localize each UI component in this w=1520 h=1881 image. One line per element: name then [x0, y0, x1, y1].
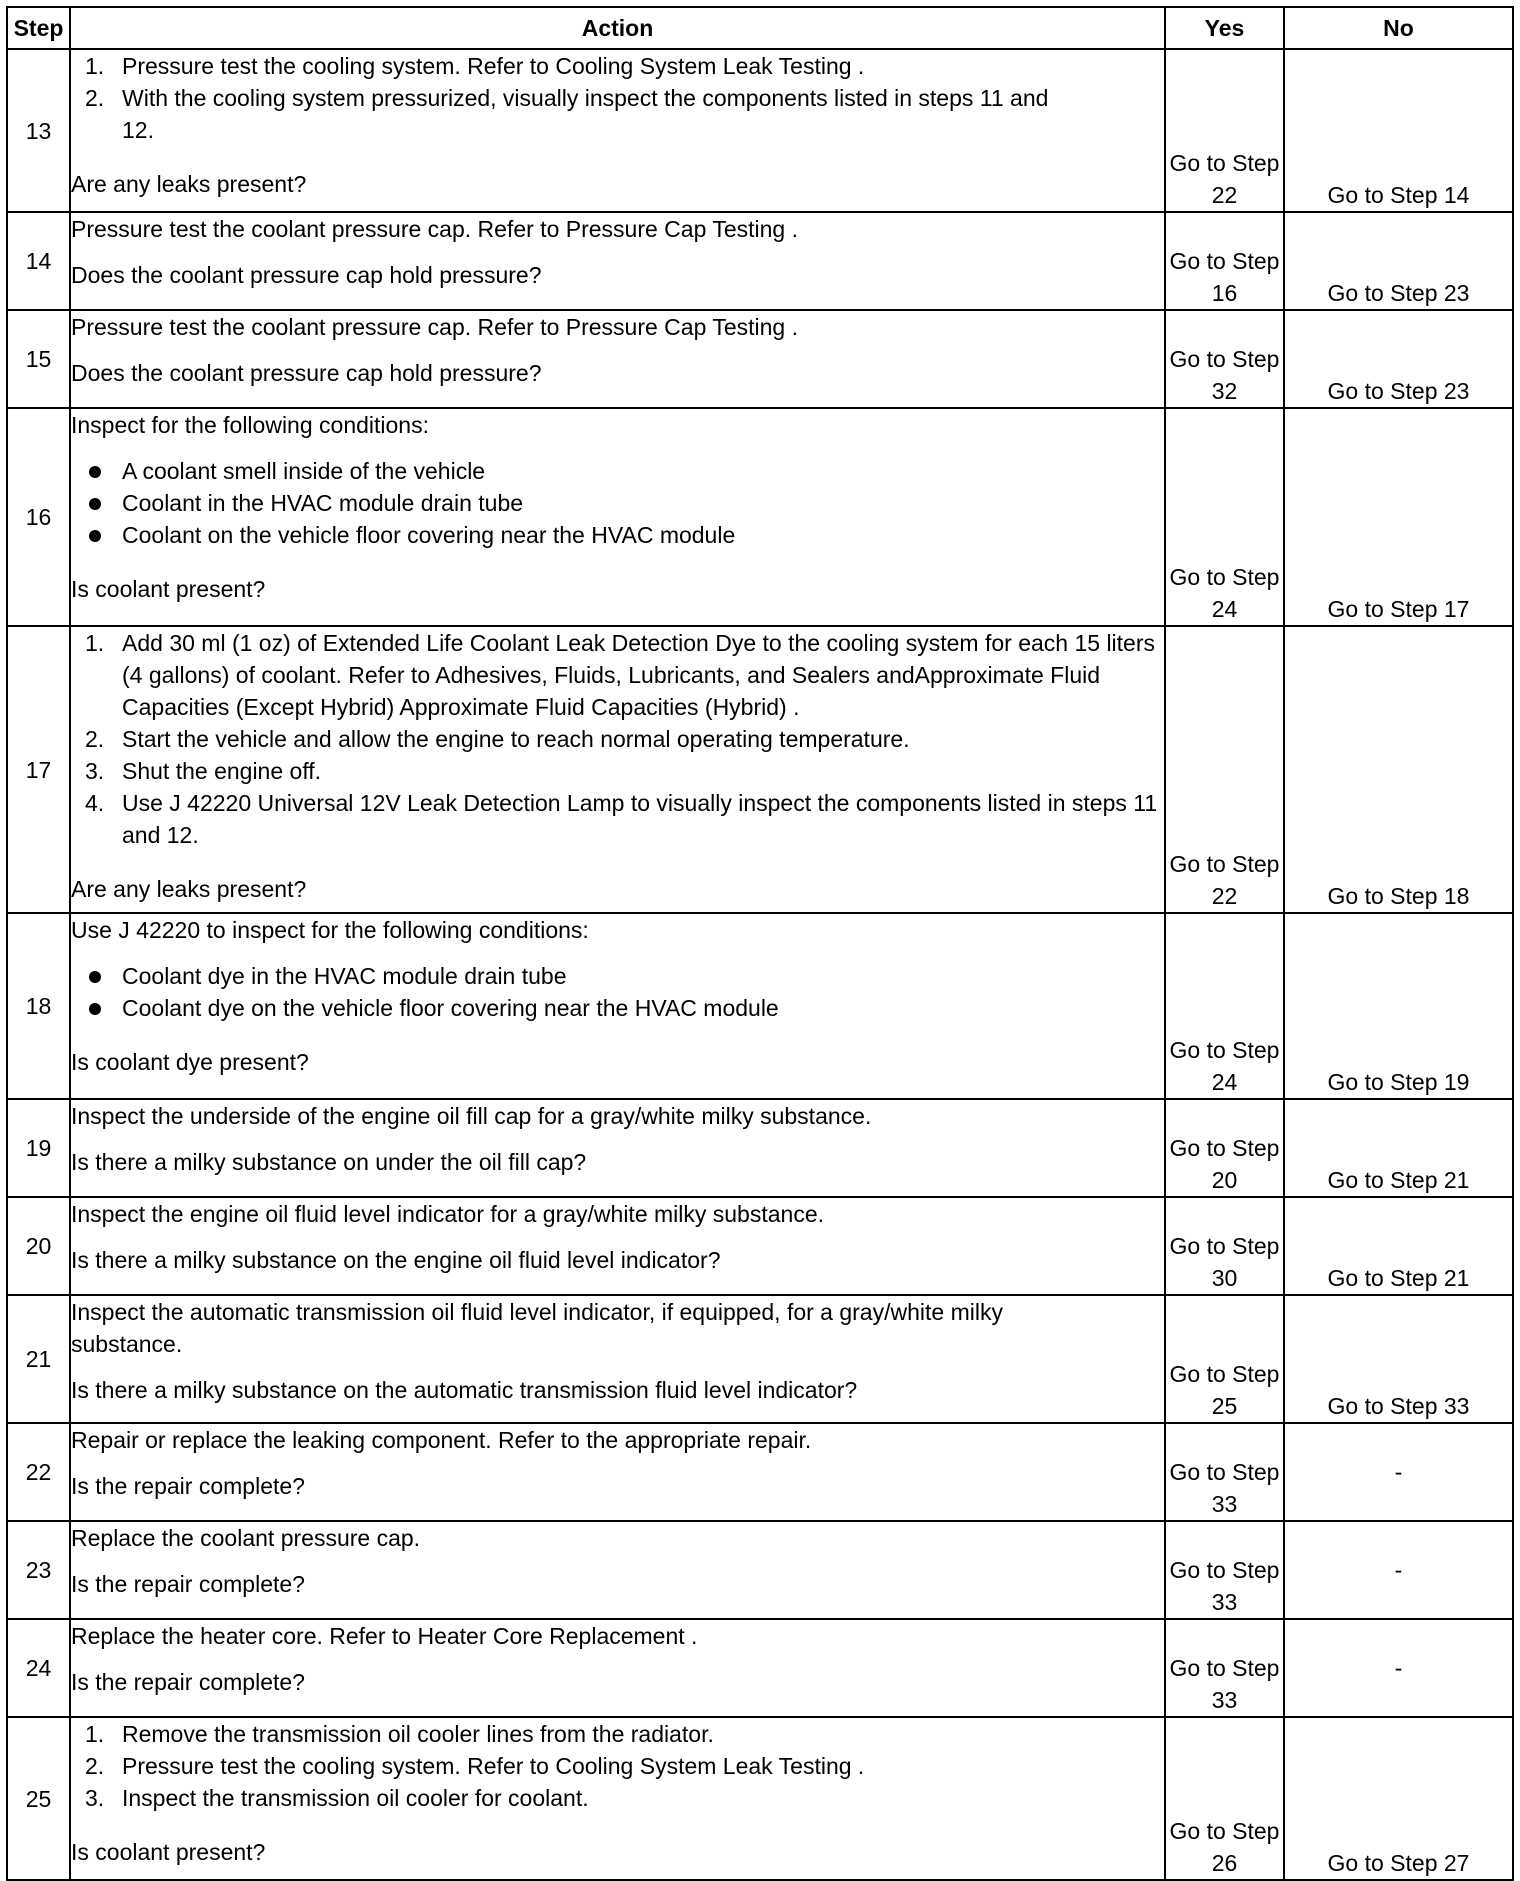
intro-text: Replace the coolant pressure cap. [71, 1525, 421, 1551]
header-row [7, 7, 1513, 49]
list-item-text: Inspect the transmission oil cooler for coolant. [122, 1785, 589, 1811]
question-text: Is coolant present? [71, 1839, 266, 1865]
yes-result: Go to Step 25 [1165, 1295, 1284, 1423]
yes-result: Go to Step 26 [1165, 1717, 1284, 1880]
no-result: Go to Step 21 [1284, 1197, 1513, 1295]
step-number: 25 [7, 1717, 70, 1880]
intro-text: Inspect the underside of the engine oil fill cap for a gray/white milky substance. [71, 1103, 872, 1129]
list-item-text: Shut the engine off. [122, 758, 322, 784]
no-result: - [1284, 1423, 1513, 1521]
action-cell [70, 212, 1165, 310]
step-number: 17 [7, 626, 70, 913]
action-cell [70, 626, 1165, 913]
yes-result: Go to Step 32 [1165, 310, 1284, 408]
list-item: 2. With the cooling system pressurized, visually inspect the components listed in steps 11 and 12. [71, 82, 1164, 146]
bullet-list [71, 960, 1164, 1024]
table-row [7, 1619, 1513, 1717]
no-result: - [1284, 1521, 1513, 1619]
no-result: Go to Step 19 [1284, 913, 1513, 1099]
list-item-text: A coolant smell inside of the vehicle [122, 458, 486, 484]
list-item-text: With the cooling system pressurized, visually inspect the components listed in steps 11 and 12. [122, 85, 1049, 143]
list-item [71, 519, 1164, 551]
question-text: Is the repair complete? [71, 1473, 305, 1499]
no-result: Go to Step 33 [1284, 1295, 1513, 1423]
no-result: Go to Step 18 [1284, 626, 1513, 913]
bullet-icon [89, 498, 101, 510]
table-row [7, 408, 1513, 626]
table-row [7, 1197, 1513, 1295]
numbered-list [71, 627, 1164, 851]
list-item: 1. Pressure test the cooling system. Refer to Cooling System Leak Testing . [85, 53, 865, 79]
action-cell [70, 1295, 1165, 1423]
list-item: 1. Add 30 ml (1 oz) of Extended Life Coolant Leak Detection Dye to the cooling system for each 15 liters (4 gallons) of coolant. Refer to Adhesives, Fluids, Lubricants, and Sealers andApproximate Fluid Capacities (Except Hybrid) Approximate Fluid Capacities (Hybrid) . [85, 630, 1156, 720]
action-cell [70, 1099, 1165, 1197]
table-row [7, 1423, 1513, 1521]
table-row [7, 626, 1513, 913]
step-number: 24 [7, 1619, 70, 1717]
question-text: Are any leaks present? [71, 876, 307, 902]
step-number: 13 [7, 49, 70, 212]
intro-text: Inspect for the following conditions: [71, 412, 429, 438]
intro-text: Replace the heater core. Refer to Heater Core Replacement . [71, 1623, 698, 1649]
step-number: 23 [7, 1521, 70, 1619]
list-item-text: Remove the transmission oil cooler lines from the radiator. [122, 1721, 714, 1747]
step-number: 15 [7, 310, 70, 408]
numbered-list [71, 50, 1164, 146]
action-cell [70, 1423, 1165, 1521]
action-header: Action [70, 7, 1165, 49]
yes-result: Go to Step 20 [1165, 1099, 1284, 1197]
step-number: 19 [7, 1099, 70, 1197]
intro-text: Pressure test the coolant pressure cap. Refer to Pressure Cap Testing . [71, 314, 798, 340]
list-item: 1. Remove the transmission oil cooler lines from the radiator. [85, 1721, 714, 1747]
question-text: Is the repair complete? [71, 1571, 305, 1597]
question-text: Is coolant dye present? [71, 1049, 309, 1075]
question-text: Does the coolant pressure cap hold pressure? [71, 360, 542, 386]
yes-result: Go to Step 33 [1165, 1521, 1284, 1619]
bullet-list [71, 455, 1164, 551]
step-number: 16 [7, 408, 70, 626]
yes-result: Go to Step 22 [1165, 626, 1284, 913]
intro-text: Use J 42220 to inspect for the following conditions: [71, 917, 589, 943]
table-row [7, 1717, 1513, 1880]
no-result: Go to Step 27 [1284, 1717, 1513, 1880]
bullet-icon [89, 1003, 101, 1015]
yes-result: Go to Step 24 [1165, 913, 1284, 1099]
intro-text: Inspect the automatic transmission oil fluid level indicator, if equipped, for a gray/white milky substance. [71, 1299, 1003, 1357]
no-result: - [1284, 1619, 1513, 1717]
diagnostic-table [6, 6, 1514, 1881]
no-result: Go to Step 14 [1284, 49, 1513, 212]
list-item-text: Coolant in the HVAC module drain tube [122, 490, 524, 516]
action-cell [70, 1197, 1165, 1295]
list-item: 4. Use J 42220 Universal 12V Leak Detection Lamp to visually inspect the components listed in steps 11 and 12. [85, 790, 1158, 848]
question-text: Is there a milky substance on the automatic transmission fluid level indicator? [71, 1377, 858, 1403]
list-item: 2. Pressure test the cooling system. Refer to Cooling System Leak Testing . [85, 1753, 865, 1779]
bullet-icon [89, 530, 101, 542]
bullet-icon [89, 971, 101, 983]
list-item: 3. Inspect the transmission oil cooler for coolant. [85, 1785, 589, 1811]
no-result: Go to Step 17 [1284, 408, 1513, 626]
no-header: No [1284, 7, 1513, 49]
table-row [7, 49, 1513, 212]
yes-result: Go to Step 30 [1165, 1197, 1284, 1295]
no-result: Go to Step 21 [1284, 1099, 1513, 1197]
no-result: Go to Step 23 [1284, 212, 1513, 310]
action-cell [70, 1619, 1165, 1717]
question-text: Are any leaks present? [71, 171, 307, 197]
action-cell [70, 1717, 1165, 1880]
table-row [7, 310, 1513, 408]
step-number: 14 [7, 212, 70, 310]
question-text: Is there a milky substance on under the oil fill cap? [71, 1149, 587, 1175]
step-number: 18 [7, 913, 70, 1099]
question-text: Is coolant present? [71, 576, 266, 602]
yes-result: Go to Step 24 [1165, 408, 1284, 626]
list-item: 2. Start the vehicle and allow the engine to reach normal operating temperature. [85, 726, 910, 752]
list-item: 3. Shut the engine off. [85, 758, 322, 784]
action-cell [70, 310, 1165, 408]
yes-result: Go to Step 16 [1165, 212, 1284, 310]
step-number: 20 [7, 1197, 70, 1295]
list-item-text: Start the vehicle and allow the engine to reach normal operating temperature. [122, 726, 910, 752]
action-cell [70, 1521, 1165, 1619]
numbered-list [71, 1718, 1164, 1814]
list-item-text: Coolant dye in the HVAC module drain tube [122, 963, 567, 989]
action-cell [70, 913, 1165, 1099]
question-text: Is there a milky substance on the engine oil fluid level indicator? [71, 1247, 721, 1273]
list-item [71, 455, 1164, 487]
question-text: Does the coolant pressure cap hold pressure? [71, 262, 542, 288]
action-cell [70, 408, 1165, 626]
list-item-text: Add 30 ml (1 oz) of Extended Life Coolant Leak Detection Dye to the cooling system for each 15 liters (4 gallons) of coolant. Refer to Adhesives, Fluids, Lubricants, and Sealers andApproximate Fluid Capacities (Except Hybrid) Approximate Fluid Capacities (Hybrid) . [122, 630, 1156, 720]
step-header: Step [7, 7, 70, 49]
intro-text: Repair or replace the leaking component. Refer to the appropriate repair. [71, 1427, 812, 1453]
table-row [7, 1295, 1513, 1423]
question-text: Is the repair complete? [71, 1669, 305, 1695]
list-item-text: Coolant on the vehicle floor covering near the HVAC module [122, 522, 736, 548]
step-number: 22 [7, 1423, 70, 1521]
intro-text: Inspect the engine oil fluid level indicator for a gray/white milky substance. [71, 1201, 825, 1227]
yes-result: Go to Step 22 [1165, 49, 1284, 212]
list-item-text: Use J 42220 Universal 12V Leak Detection Lamp to visually inspect the components listed in steps 11 and 12. [122, 790, 1158, 848]
list-item-text: Coolant dye on the vehicle floor covering near the HVAC module [122, 995, 779, 1021]
table-row [7, 1521, 1513, 1619]
yes-result: Go to Step 33 [1165, 1423, 1284, 1521]
yes-header: Yes [1165, 7, 1284, 49]
no-result: Go to Step 23 [1284, 310, 1513, 408]
list-item-text: Pressure test the cooling system. Refer to Cooling System Leak Testing . [122, 53, 865, 79]
step-number: 21 [7, 1295, 70, 1423]
list-item [71, 960, 1164, 992]
table-row [7, 1099, 1513, 1197]
intro-text: Pressure test the coolant pressure cap. Refer to Pressure Cap Testing . [71, 216, 798, 242]
table-row [7, 212, 1513, 310]
list-item [71, 487, 1164, 519]
list-item [71, 992, 1164, 1024]
action-cell [70, 49, 1165, 212]
table-row [7, 913, 1513, 1099]
list-item-text: Pressure test the cooling system. Refer to Cooling System Leak Testing . [122, 1753, 865, 1779]
yes-result: Go to Step 33 [1165, 1619, 1284, 1717]
bullet-icon [89, 466, 101, 478]
